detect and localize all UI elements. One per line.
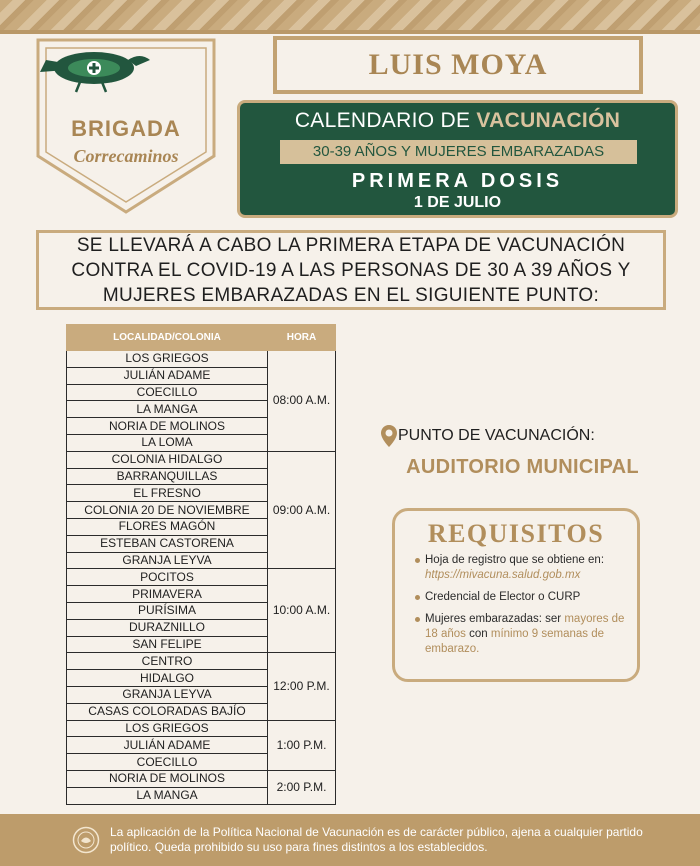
locality-cell: LA LOMA (67, 434, 268, 451)
locality-cell: LA MANGA (67, 787, 268, 804)
hour-cell: 1:00 P.M. (268, 720, 336, 770)
requirement-pregnant-a: Mujeres embarazadas: ser (425, 613, 565, 625)
table-row (67, 770, 336, 787)
table-row (67, 720, 336, 737)
requirement-pregnant (415, 612, 625, 657)
footer-disclaimer: La aplicación de la Política Nacional de Vacunación es de carácter público, ajena a cualquier partido político. Queda prohibido su uso para fines distintos a los establecidos. (110, 825, 643, 854)
footer-bar (0, 814, 700, 866)
vaccination-point-line (380, 424, 665, 448)
locality-cell: CASAS COLORADAS BAJÍO (67, 703, 268, 720)
map-pin-icon (380, 424, 398, 448)
locality-cell: PRIMAVERA (67, 586, 268, 603)
locality-cell: COLONIA HIDALGO (67, 451, 268, 468)
calendar-title-bold: VACUNACIÓN (476, 109, 621, 132)
requirement-id (415, 590, 625, 605)
locality-cell: PURÍSIMA (67, 602, 268, 619)
locality-cell: COLONIA 20 DE NOVIEMBRE (67, 502, 268, 519)
requirement-pregnant-c: con (465, 628, 491, 640)
hour-cell: 12:00 P.M. (268, 653, 336, 720)
locality-cell: COECILLO (67, 754, 268, 771)
vaccination-point (380, 424, 665, 479)
locality-cell: JULIÁN ADAME (67, 367, 268, 384)
locality-cell: HIDALGO (67, 670, 268, 687)
requirement-pregnant-d: mínimo 9 semanas de embarazo. (425, 628, 605, 655)
locality-cell: NORIA DE MOLINOS (67, 770, 268, 787)
locality-cell: EL FRESNO (67, 485, 268, 502)
calendar-title-light: CALENDARIO DE (294, 109, 477, 132)
locality-cell: GRANJA LEYVA (67, 686, 268, 703)
calendar-panel (237, 100, 678, 218)
header-locality: LOCALIDAD/COLONIA (67, 325, 268, 351)
locality-cell: ESTEBAN CASTORENA (67, 535, 268, 552)
municipality-name: LUIS MOYA (368, 48, 548, 81)
table-row (67, 569, 336, 586)
locality-cell: LA MANGA (67, 401, 268, 418)
schedule-table (66, 324, 336, 805)
requirements-title: REQUISITOS (427, 519, 605, 548)
table-row (67, 653, 336, 670)
locality-cell: DURAZNILLO (67, 619, 268, 636)
calendar-title (240, 109, 675, 133)
decorative-top-band (0, 0, 700, 34)
announcement-text: SE LLEVARÁ A CABO LA PRIMERA ETAPA DE VACUNACIÓN CONTRA EL COVID-19 A LAS PERSONAS DE 30 A 39 AÑOS Y MUJERES EMBARAZADAS EN EL SIGUIENTE PUNTO: (71, 234, 631, 306)
hour-cell: 09:00 A.M. (268, 451, 336, 569)
requirements-list (415, 553, 625, 657)
requirement-pregnant-b: mayores de 18 años (425, 613, 625, 640)
dose-label: PRIMERA DOSIS (351, 170, 564, 192)
locality-cell: POCITOS (67, 569, 268, 586)
requirement-registration-text: Hoja de registro que se obtiene en: (425, 554, 605, 566)
brigade-subtitle: Correcaminos (73, 146, 179, 166)
locality-cell: NORIA DE MOLINOS (67, 418, 268, 435)
table-row (67, 351, 336, 368)
vaccination-point-name: AUDITORIO MUNICIPAL (406, 456, 639, 478)
municipality-box (273, 36, 643, 94)
locality-cell: JULIÁN ADAME (67, 737, 268, 754)
age-group-bar: 30-39 AÑOS Y MUJERES EMBARAZADAS (280, 140, 637, 164)
government-seal-icon (72, 826, 100, 854)
brigade-shield-logo (36, 38, 216, 214)
registration-link[interactable]: https://mivacuna.salud.gob.mx (425, 569, 581, 581)
table-row (67, 451, 336, 468)
brigade-title: BRIGADA (71, 116, 181, 141)
locality-cell: BARRANQUILLAS (67, 468, 268, 485)
vaccination-point-label: PUNTO DE VACUNACIÓN: (398, 427, 595, 444)
table-header-row (67, 325, 336, 351)
announcement-box (36, 230, 666, 310)
locality-cell: LOS GRIEGOS (67, 351, 268, 368)
date-label: 1 DE JULIO (413, 194, 502, 211)
locality-cell: GRANJA LEYVA (67, 552, 268, 569)
locality-cell: CENTRO (67, 653, 268, 670)
locality-cell: FLORES MAGÓN (67, 518, 268, 535)
hour-cell: 10:00 A.M. (268, 569, 336, 653)
requirement-registration (415, 553, 625, 583)
requirement-id-text: Credencial de Elector o CURP (425, 591, 581, 603)
locality-cell: LOS GRIEGOS (67, 720, 268, 737)
locality-cell: SAN FELIPE (67, 636, 268, 653)
requirements-box (392, 508, 640, 682)
hour-cell: 2:00 P.M. (268, 770, 336, 804)
locality-cell: COECILLO (67, 384, 268, 401)
header-hour: HORA (268, 325, 336, 351)
roadrunner-icon (36, 38, 156, 94)
hour-cell: 08:00 A.M. (268, 351, 336, 452)
